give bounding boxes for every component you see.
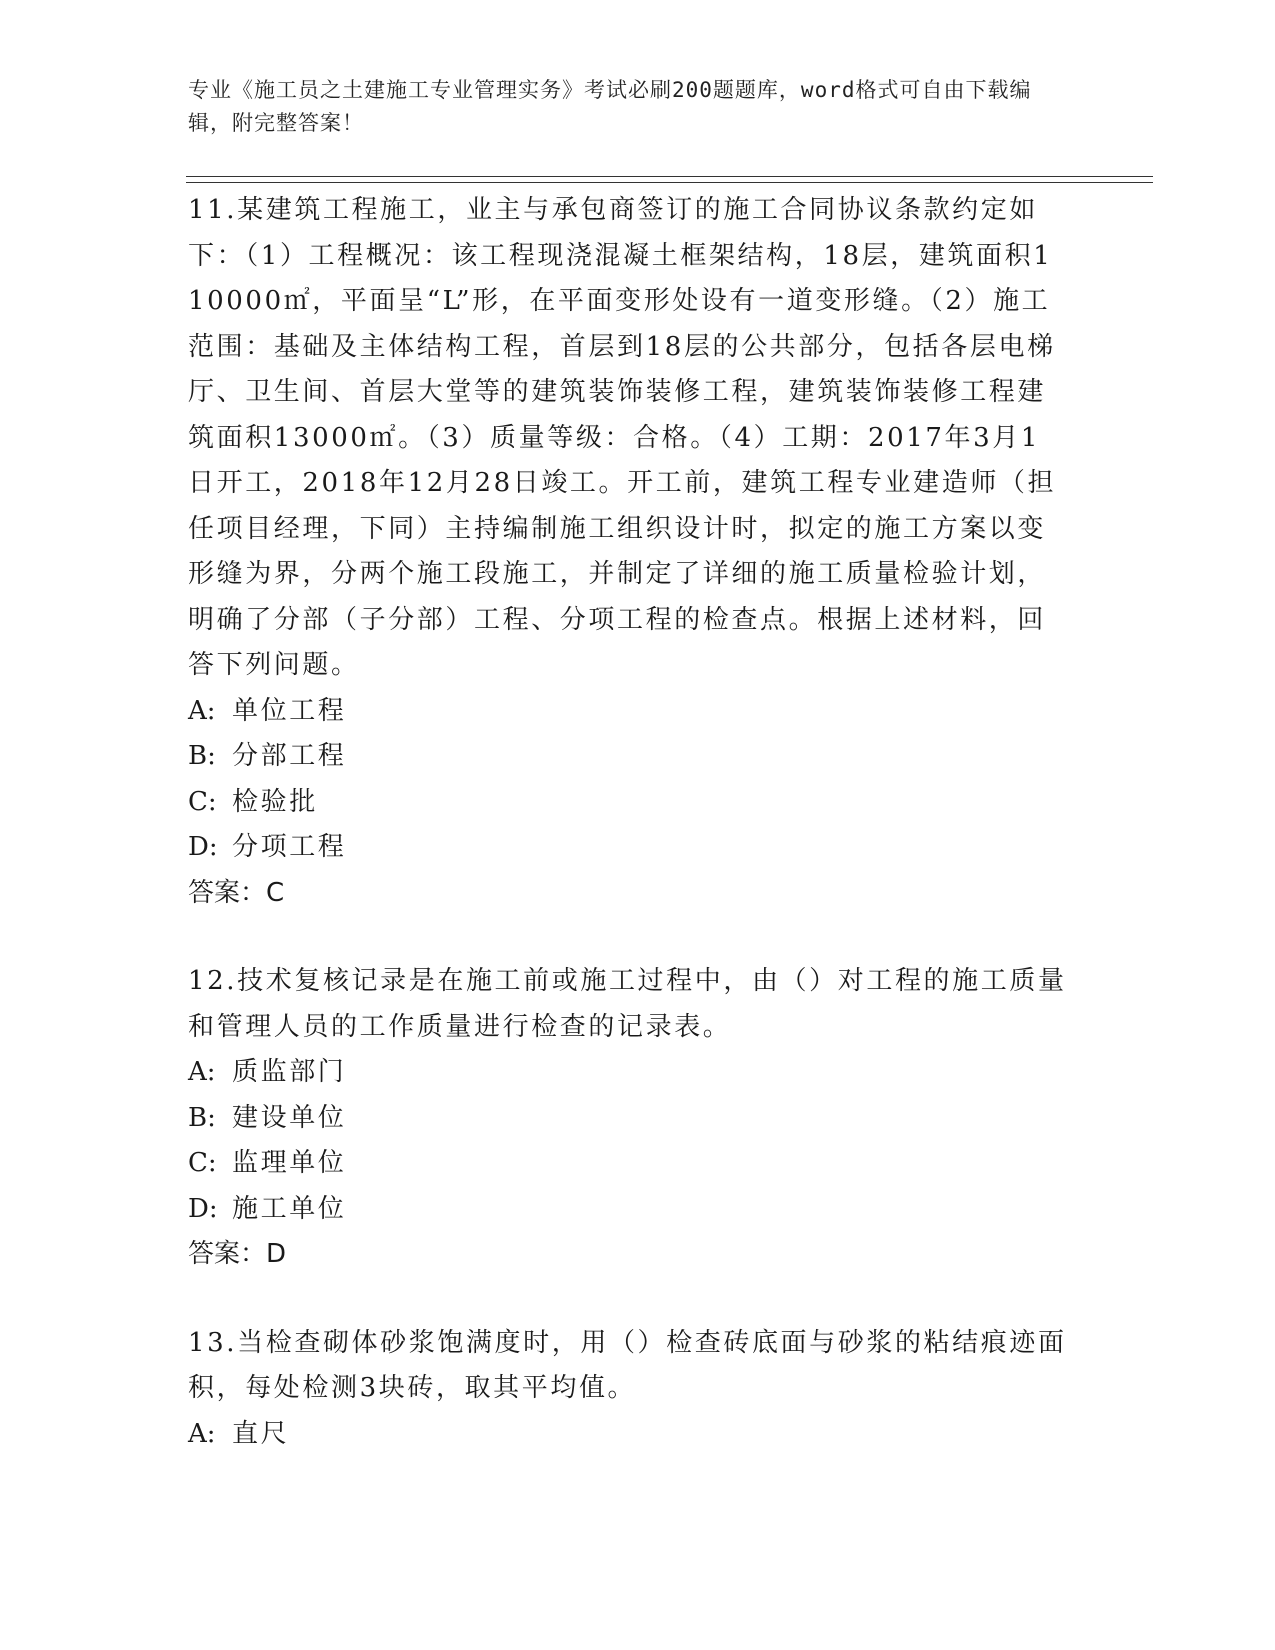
option-text: 质监部门 bbox=[232, 1057, 347, 1087]
option-c bbox=[188, 1141, 1068, 1187]
option-text: 单位工程 bbox=[232, 695, 347, 726]
option-a bbox=[188, 689, 1068, 735]
question-gap bbox=[188, 1278, 1068, 1321]
option-a bbox=[188, 1412, 1068, 1458]
question-stem: 12.技术复核记录是在施工前或施工过程中，由（）对工程的施工质量和管理人员的工作质量进行检查的记录表。 bbox=[188, 966, 1067, 1042]
option-a bbox=[188, 1050, 1068, 1096]
option-text: 直尺 bbox=[232, 1418, 290, 1449]
question-13 bbox=[188, 1321, 1068, 1458]
answer-line: 答案：C bbox=[188, 877, 285, 908]
option-d bbox=[188, 825, 1068, 871]
option-key: A: bbox=[188, 1057, 216, 1087]
option-key: C: bbox=[188, 1148, 217, 1178]
option-key: B: bbox=[188, 741, 216, 771]
option-text: 建设单位 bbox=[232, 1102, 347, 1133]
option-text: 分项工程 bbox=[232, 832, 347, 862]
option-key: D: bbox=[188, 1193, 218, 1224]
option-b bbox=[188, 1096, 1068, 1142]
option-key: A: bbox=[188, 695, 216, 726]
answer-line: 答案：D bbox=[188, 1239, 287, 1269]
option-key: A: bbox=[188, 1418, 216, 1449]
question-stem: 11.某建筑工程施工，业主与承包商签订的施工合同协议条款约定如下：（1）工程概况：该工程现浇混凝土框架结构，18层，建筑面积110000㎡，平面呈“L”形，在平面变形处设有一道变形缝。（2）施工范围：基础及主体结构工程，首层到18层的公共部分，包括各层电梯厅、卫生间、首层大堂等的建筑装饰装修工程，建筑装饰装修工程建筑面积13000㎡。（3）质量等级：合格。（4）工期：2017年3月1日开工，2018年12月28日竣工。开工前，建筑工程专业建造师（担任项目经理，下同）主持编制施工组织设计时，拟定的施工方案以变形缝为界，分两个施工段施工，并制定了详细的施工质量检验计划，明确了分部（子分部）工程、分项工程的检查点。根据上述材料，回答下列问题。 bbox=[188, 195, 1057, 680]
option-text: 分部工程 bbox=[232, 741, 347, 771]
option-text: 检验批 bbox=[232, 786, 318, 817]
question-list bbox=[188, 188, 1068, 1457]
option-text: 监理单位 bbox=[232, 1148, 347, 1178]
option-b bbox=[188, 734, 1068, 780]
document-header-title: 专业《施工员之土建施工专业管理实务》考试必刷200题题库，word格式可自由下载编辑，附完整答案！ bbox=[188, 78, 1032, 135]
option-text: 施工单位 bbox=[232, 1193, 347, 1224]
option-d bbox=[188, 1187, 1068, 1233]
question-11 bbox=[188, 188, 1068, 916]
question-stem: 13.当检查砌体砂浆饱满度时，用（）检查砖底面与砂浆的粘结痕迹面积，每处检测3块砖，取其平均值。 bbox=[188, 1327, 1067, 1403]
option-c bbox=[188, 780, 1068, 826]
option-key: D: bbox=[188, 832, 218, 862]
option-key: C: bbox=[188, 786, 217, 817]
option-key: B: bbox=[188, 1102, 216, 1133]
question-gap bbox=[188, 916, 1068, 959]
question-12 bbox=[188, 959, 1068, 1278]
header-divider bbox=[186, 176, 1153, 183]
